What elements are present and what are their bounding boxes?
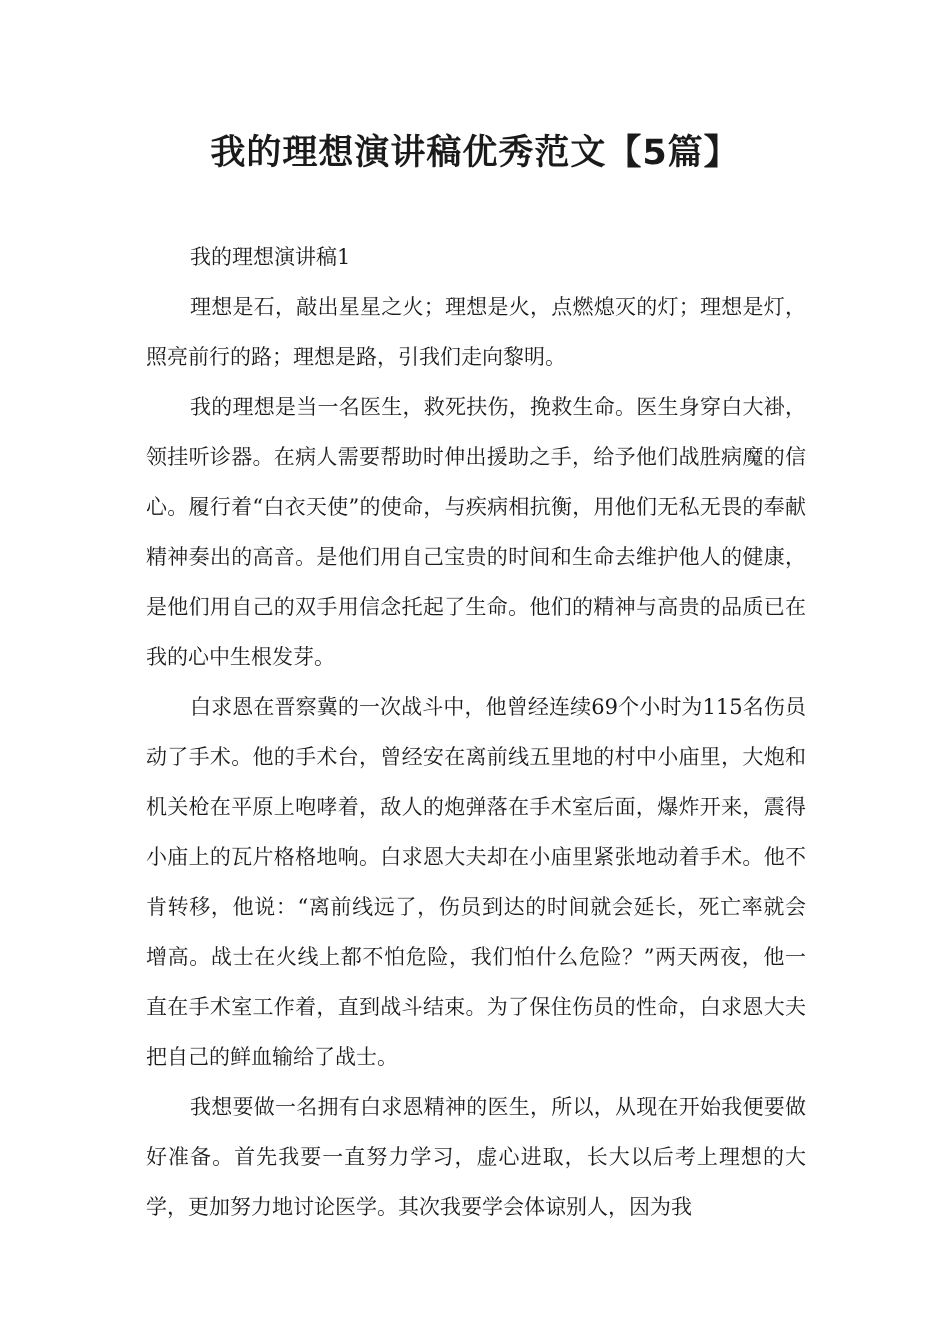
document-body [146,232,806,1232]
paragraph-4: 我想要做一名拥有白求恩精神的医生，所以，从现在开始我便要做好准备。首先我要一直努力学习，虚心进取，长大以后考上理想的大学，更加努力地讨论医学。其次我要学会体谅别人，因为我 [146,1095,806,1219]
section-heading: 我的理想演讲稿1 [190,245,351,269]
document-title: 我的理想演讲稿优秀范文【5篇】 [210,133,740,173]
paragraph-1: 理想是石，敲出星星之火；理想是火，点燃熄灭的灯；理想是灯，照亮前行的路；理想是路，引我们走向黎明。 [146,295,806,369]
paragraph-3: 白求恩在晋察冀的一次战斗中，他曾经连续69个小时为115名伤员动了手术。他的手术台，曾经安在离前线五里地的村中小庙里，大炮和机关枪在平原上咆哮着，敌人的炮弹落在手术室后面，爆炸开来，震得小庙上的瓦片格格地响。白求恩大夫却在小庙里紧张地动着手术。他不肯转移，他说：“离前线远了，伤员到达的时间就会延长，死亡率就会增高。战士在火线上都不怕危险，我们怕什么危险？”两天两夜，他一直在手术室工作着，直到战斗结束。为了保住伤员的性命，白求恩大夫把自己的鲜血输给了战士。 [146,695,806,1069]
paragraph-2: 我的理想是当一名医生，救死扶伤，挽救生命。医生身穿白大褂，领挂听诊器。在病人需要帮助时伸出援助之手，给予他们战胜病魔的信心。履行着“白衣天使”的使命，与疾病相抗衡，用他们无私无畏的奉献精神奏出的高音。是他们用自己宝贵的时间和生命去维护他人的健康，是他们用自己的双手用信念托起了生命。他们的精神与高贵的品质已在我的心中生根发芽。 [146,395,806,669]
